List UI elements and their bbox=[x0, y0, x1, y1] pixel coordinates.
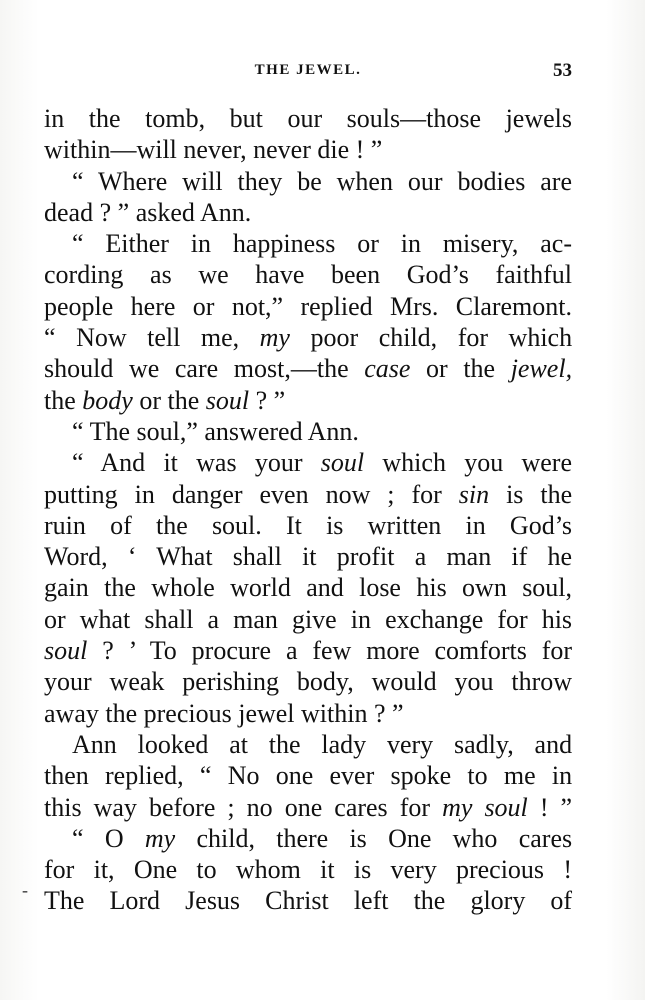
italic-word: soul bbox=[44, 636, 88, 666]
italic-word: my bbox=[144, 823, 176, 853]
body-text bbox=[44, 103, 572, 917]
text-line: should we care most,—the case or the jewel, bbox=[44, 354, 573, 384]
text-line: this way before ; no one cares for my soul ! ” bbox=[44, 792, 573, 822]
italic-word: my bbox=[259, 323, 290, 353]
text-line: gain the whole world and lose his own soul, bbox=[44, 573, 573, 603]
text-line: “ Now tell me, my poor child, for which bbox=[44, 323, 573, 353]
text-line: cording as we have been God’s faithful bbox=[44, 260, 573, 290]
margin-mark: - bbox=[22, 880, 28, 900]
italic-word: my bbox=[442, 792, 473, 822]
text-line: putting in danger even now ; for sin is the bbox=[44, 479, 573, 509]
text-line: dead ? ” asked Ann. bbox=[44, 197, 252, 227]
italic-word: body bbox=[82, 385, 133, 415]
text-line: people here or not,” replied Mrs. Claremont. bbox=[44, 291, 573, 321]
text-line: for it, One to whom it is very precious ! bbox=[44, 855, 572, 885]
text-line: then replied, “ No one ever spoke to me in bbox=[44, 761, 573, 791]
page-header bbox=[44, 60, 572, 84]
text-line: “ O my child, there is One who cares bbox=[72, 823, 573, 853]
text-line: “ The soul,” answered Ann. bbox=[72, 416, 359, 446]
page-number: 53 bbox=[553, 60, 572, 81]
italic-word: soul bbox=[320, 448, 365, 478]
text-line: Ann looked at the lady very sadly, and bbox=[72, 729, 573, 759]
text-line: “ Where will they be when our bodies are bbox=[72, 166, 573, 196]
italic-word: sin bbox=[458, 479, 490, 509]
text-line: Word, ‘ What shall it profit a man if he bbox=[44, 542, 573, 572]
running-head: THE JEWEL. bbox=[254, 62, 362, 78]
italic-word: case bbox=[364, 354, 411, 384]
text-line: “ Either in happiness or in misery, ac- bbox=[72, 229, 572, 259]
text-line: your weak perishing body, would you throw bbox=[44, 667, 573, 697]
text-line: in the tomb, but our souls—those jewels bbox=[44, 104, 572, 133]
text-line: The Lord Jesus Christ left the glory of bbox=[44, 886, 573, 916]
italic-word: jewel, bbox=[510, 354, 573, 384]
text-line: the body or the soul ? ” bbox=[44, 385, 286, 415]
italic-word: soul bbox=[205, 385, 250, 415]
text-line: or what shall a man give in exchange for his bbox=[44, 604, 573, 634]
text-line: away the precious jewel within ? ” bbox=[44, 698, 404, 728]
text-line: soul ? ’ To procure a few more comforts for bbox=[44, 636, 573, 666]
italic-word: soul bbox=[484, 792, 528, 822]
text-line: “ And it was your soul which you were bbox=[72, 448, 572, 478]
text-line: ruin of the soul. It is written in God’s bbox=[44, 510, 573, 540]
text-line: within—will never, never die ! ” bbox=[44, 135, 383, 165]
